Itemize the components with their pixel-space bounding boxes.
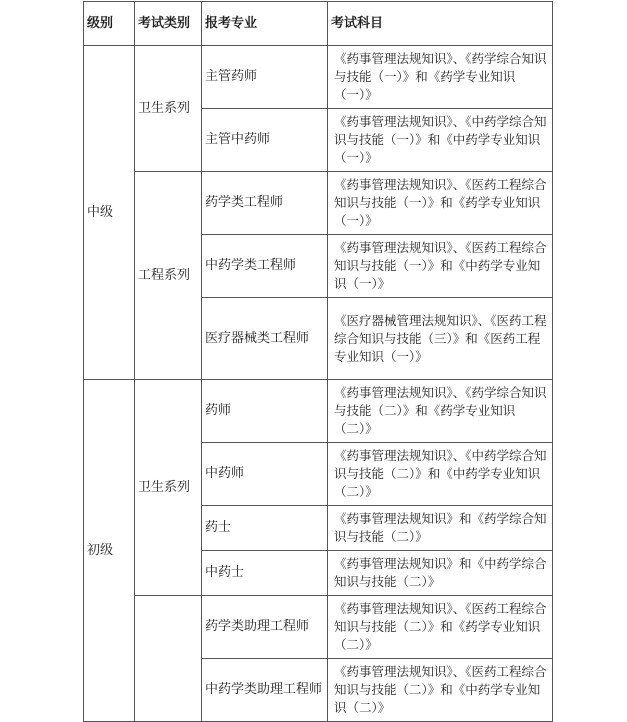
subjects-cell: 《药事管理法规知识》和《药学综合知识与技能（二）》	[328, 506, 553, 551]
subjects-cell: 《医疗器械管理法规知识》、《医药工程综合知识与技能（三）》和《医药工程专业知识（一）》	[328, 298, 553, 380]
major-cell: 药师	[202, 380, 328, 443]
table-row	[84, 380, 553, 443]
table-row	[84, 46, 553, 109]
exam-subjects-table	[83, 1, 553, 722]
subjects-cell: 《药事管理法规知识》、《医药工程综合知识与技能（二）》和《中药学专业知识（二）》	[328, 659, 553, 722]
subjects-cell: 《药事管理法规知识》、《药学综合知识与技能（二）》和《药学专业知识（二）》	[328, 380, 553, 443]
major-cell: 主管中药师	[202, 109, 328, 172]
header-major: 报考专业	[202, 2, 328, 46]
subjects-cell: 《药事管理法规知识》、《医药工程综合知识与技能（一）》和《中药学专业知识（一）》	[328, 235, 553, 298]
major-cell: 中药学类助理工程师	[202, 659, 328, 722]
major-cell: 中药师	[202, 443, 328, 506]
subjects-cell: 《药事管理法规知识》、《中药学综合知识与技能（二）》和《中药学专业知识（二）》	[328, 443, 553, 506]
level-cell-junior: 初级	[84, 380, 135, 722]
category-cell-junior-health: 卫生系列	[135, 380, 202, 596]
subjects-cell: 《药事管理法规知识》、《药学综合知识与技能（一）》和《药学专业知识（一）》	[328, 46, 553, 109]
category-cell-junior-blank	[135, 596, 202, 722]
header-category: 考试类别	[135, 2, 202, 46]
major-cell: 药学类工程师	[202, 172, 328, 235]
category-cell-mid-health: 卫生系列	[135, 46, 202, 172]
subjects-cell: 《药事管理法规知识》、《医药工程综合知识与技能（二）》和《药学专业知识（二）》	[328, 596, 553, 659]
major-cell: 医疗器械类工程师	[202, 298, 328, 380]
major-cell: 药士	[202, 506, 328, 551]
header-level: 级别	[84, 2, 135, 46]
header-subjects: 考试科目	[328, 2, 553, 46]
table-row	[84, 596, 553, 659]
major-cell: 药学类助理工程师	[202, 596, 328, 659]
level-cell-mid: 中级	[84, 46, 135, 380]
subjects-cell: 《药事管理法规知识》、《医药工程综合知识与技能（一）》和《药学专业知识（一）》	[328, 172, 553, 235]
major-cell: 主管药师	[202, 46, 328, 109]
table-row	[84, 172, 553, 235]
major-cell: 中药士	[202, 551, 328, 596]
header-row	[84, 2, 553, 46]
subjects-cell: 《药事管理法规知识》和《中药学综合知识与技能（二）》	[328, 551, 553, 596]
subjects-cell: 《药事管理法规知识》、《中药学综合知识与技能（一）》和《中药学专业知识（一）》	[328, 109, 553, 172]
major-cell: 中药学类工程师	[202, 235, 328, 298]
category-cell-mid-eng: 工程系列	[135, 172, 202, 380]
